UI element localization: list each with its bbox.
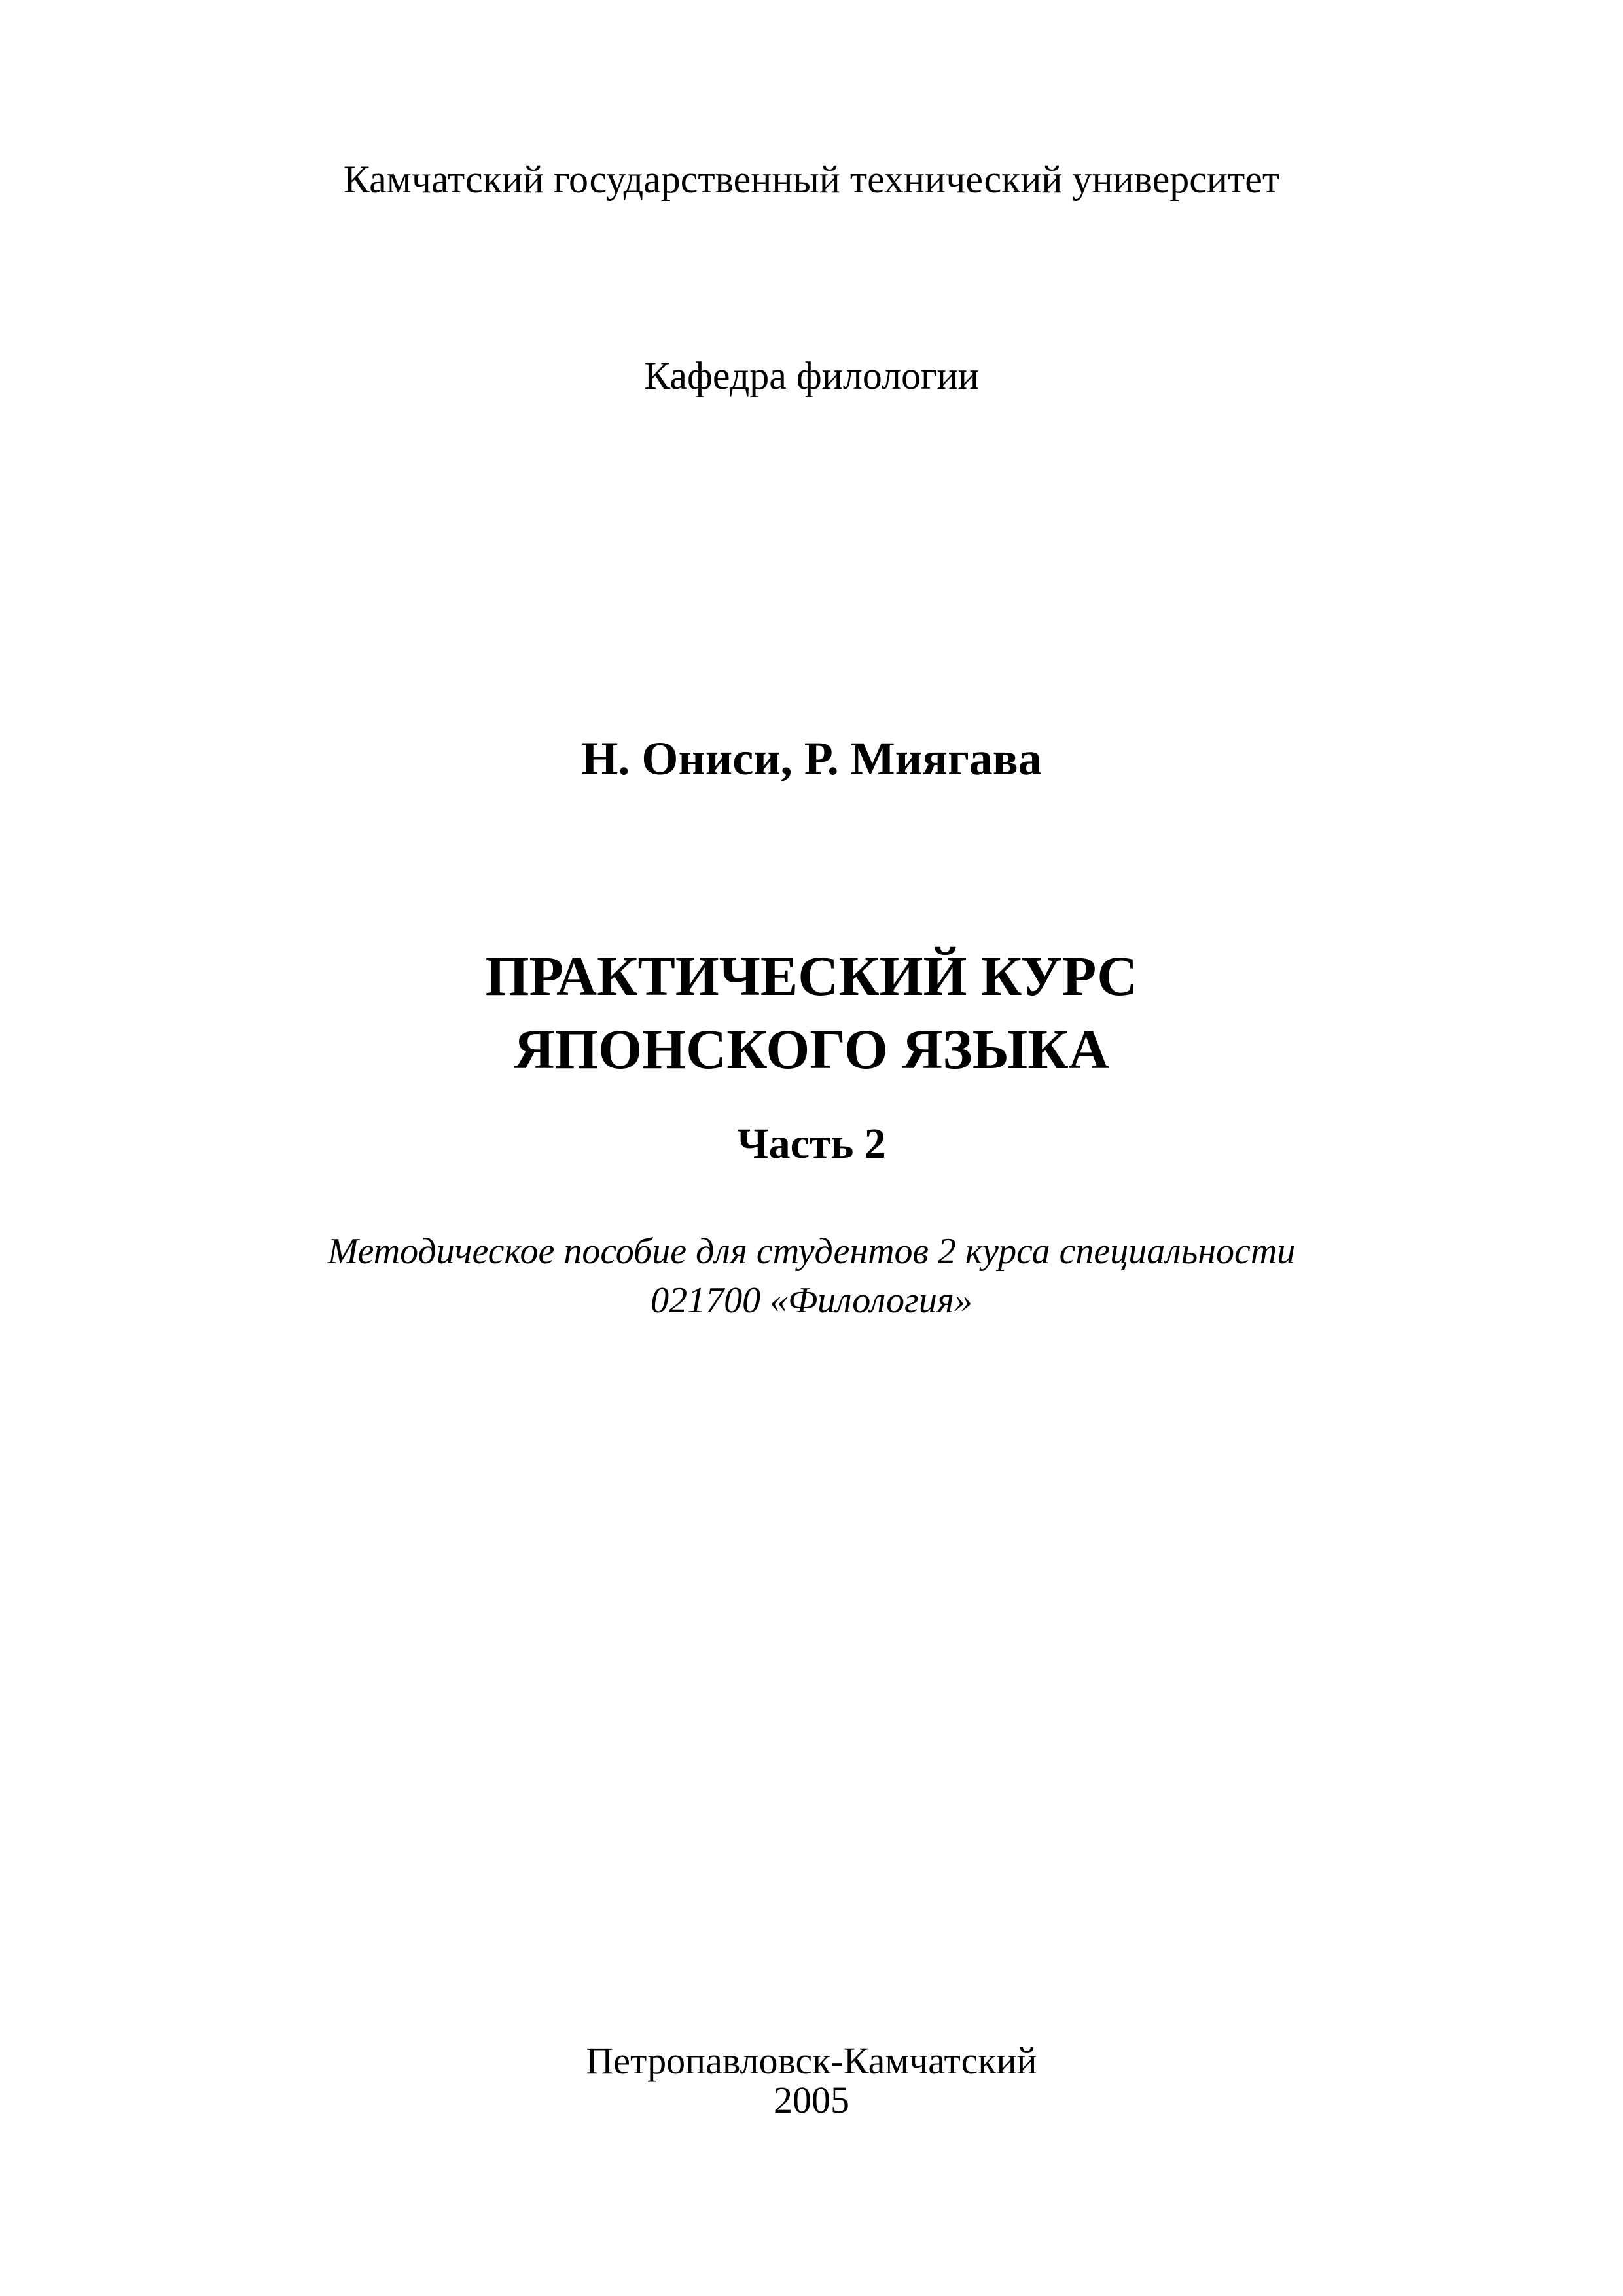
- publication-year: 2005: [774, 2079, 849, 2121]
- university-name: Камчатский государственный технический университет: [343, 158, 1280, 201]
- authors: Н. Ониси, Р. Миягава: [581, 732, 1042, 785]
- subtitle-line-1: Методическое пособие для студентов 2 курса специальности: [327, 1231, 1296, 1272]
- department-name: Кафедра филологии: [644, 354, 979, 397]
- publication-city: Петропавловск-Камчатский: [586, 2039, 1037, 2082]
- book-title-line-2: ЯПОНСКОГО ЯЗЫКА: [514, 1018, 1109, 1081]
- book-title-line-1: ПРАКТИЧЕСКИЙ КУРС: [485, 944, 1138, 1007]
- part-number: Часть 2: [737, 1120, 886, 1168]
- subtitle-line-2: 021700 «Филология»: [651, 1280, 972, 1321]
